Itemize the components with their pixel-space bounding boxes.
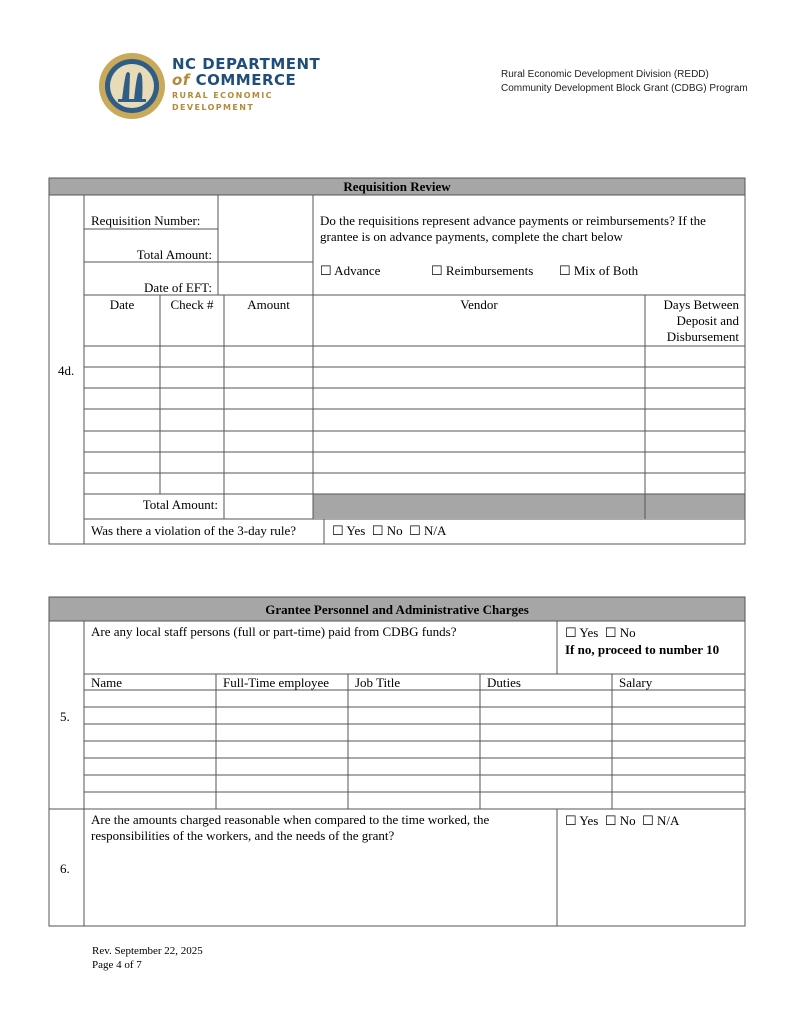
reasonable-charges-question: Are the amounts charged reasonable when compared to the time worked, the responsibilities of the workers, and the needs of the grant? [91, 812, 490, 843]
division-name: Rural Economic Development Division (REDD) [501, 69, 709, 80]
requisition-section-title: Requisition Review [343, 179, 451, 194]
column-header-vendor: Vendor [460, 297, 498, 312]
payment-type-question: Do the requisitions represent advance payments or reimbursements? If the grantee is on advance payments, complete the chart below [320, 213, 706, 244]
row-number-4d: 4d. [58, 363, 75, 378]
advance-checkbox[interactable]: ☐ Advance [320, 263, 381, 278]
row-number-6: 6. [60, 861, 70, 876]
column-header-duties: Duties [487, 675, 521, 690]
mix-of-both-checkbox[interactable]: ☐ Mix of Both [559, 263, 639, 278]
row-number-5: 5. [60, 709, 70, 724]
logo-line-3: RURAL ECONOMIC [172, 91, 273, 100]
page-number: Page 4 of 7 [92, 959, 142, 971]
column-header-amount: Amount [247, 297, 290, 312]
three-day-rule-question: Was there a violation of the 3-day rule? [91, 523, 297, 538]
local-staff-options[interactable]: ☐ Yes ☐ No [565, 625, 636, 640]
column-header-date: Date [109, 297, 135, 312]
column-header-full-time: Full-Time employee [223, 675, 330, 690]
requisition-number-field[interactable] [219, 196, 312, 228]
program-name: Community Development Block Grant (CDBG) Program [501, 83, 748, 94]
page-footer [92, 944, 203, 972]
proceed-note: If no, proceed to number 10 [565, 642, 720, 657]
revision-date: Rev. September 22, 2025 [92, 945, 203, 957]
reimbursements-checkbox[interactable]: ☐ Reimbursements [431, 263, 534, 278]
logo-line-4: DEVELOPMENT [172, 103, 255, 112]
logo-commerce: COMMERCE [195, 71, 297, 89]
local-staff-question: Are any local staff persons (full or part-time) paid from CDBG funds? [91, 624, 457, 639]
three-day-rule-options[interactable]: ☐ Yes ☐ No ☐ N/A [332, 523, 447, 538]
column-header-salary: Salary [619, 675, 653, 690]
column-header-days-between: Days Between Deposit and Disbursement [663, 297, 739, 344]
requisition-number-label: Requisition Number: [91, 213, 201, 228]
column-header-name: Name [91, 675, 123, 690]
personnel-section-title: Grantee Personnel and Administrative Charges [265, 602, 529, 617]
total-amount-label: Total Amount: [136, 247, 212, 262]
reasonable-charges-options[interactable]: ☐ Yes ☐ No ☐ N/A [565, 813, 680, 828]
total-amount-field[interactable] [219, 230, 312, 261]
date-of-eft-field[interactable] [219, 263, 312, 294]
column-header-job-title: Job Title [355, 675, 401, 690]
column-header-check: Check # [170, 297, 214, 312]
date-of-eft-label: Date of EFT: [144, 280, 212, 295]
total-amount-row-label: Total Amount: [142, 497, 218, 512]
logo-line-1: NC DEPARTMENT [172, 55, 321, 73]
requisition-total-fill [313, 494, 745, 518]
logo-of: of [172, 71, 190, 89]
